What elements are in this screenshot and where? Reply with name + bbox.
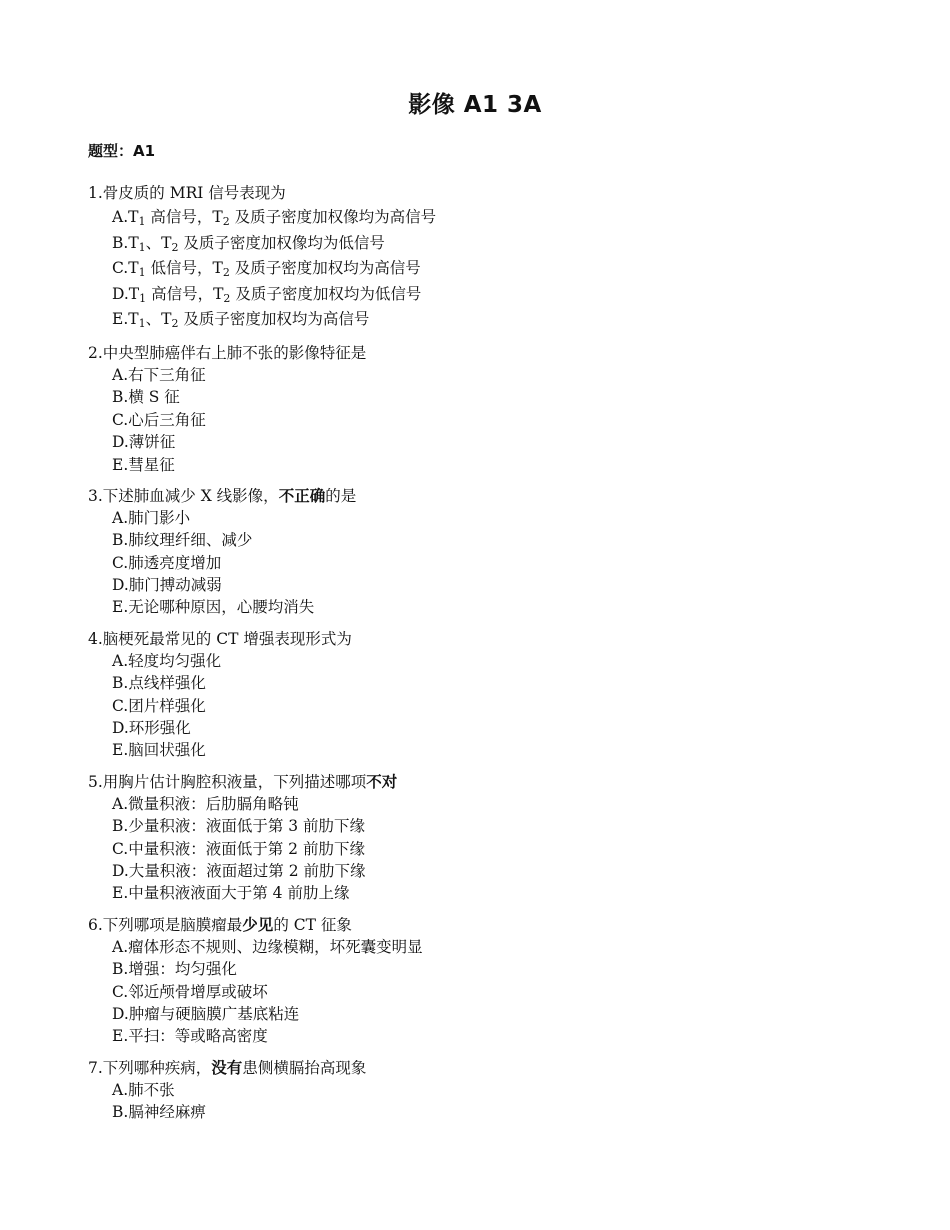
answer-option-a: A.右下三角征: [112, 365, 206, 384]
subscript: 1: [139, 291, 147, 305]
answer-option-c: C.心后三角征: [112, 410, 206, 429]
answer-option-c: $C.T_1$ 低信号，$T_2$ 及质子密度加权均为高信号: [112, 259, 421, 280]
question-7: [88, 1057, 888, 1124]
emphasis-text: 不正确: [278, 486, 326, 505]
answer-option-c: C.肺透亮度增加: [112, 553, 222, 572]
answer-option-b: B.增强：均匀强化: [112, 960, 237, 979]
answer-option-a: A.瘤体形态不规则、边缘模糊，坏死囊变明显: [112, 937, 423, 956]
emphasis-text: 不对: [366, 772, 398, 791]
question-1: [88, 182, 888, 333]
question-stem: 6.下列哪项是脑膜瘤最少见的 CT 征象: [88, 915, 352, 934]
subscript: 1: [138, 317, 146, 331]
question-stem: 3.下述肺血减少 X 线影像，不正确的是: [88, 486, 357, 505]
question-4: [88, 628, 888, 762]
answer-option-d: D.肿瘤与硬脑膜广基底粘连: [112, 1004, 300, 1023]
answer-option-c: C.团片样强化: [112, 696, 206, 715]
answer-option-b: B.肺纹理纤细、减少: [112, 531, 253, 550]
page-title: 影像 A1 3A: [408, 92, 542, 118]
question-stem: 5.用胸片估计胸腔积液量，下列描述哪项不对: [88, 772, 398, 791]
subscript: 2: [171, 240, 179, 254]
answer-option-a: A.肺门影小: [112, 508, 191, 527]
answer-option-b: B.横 S 征: [112, 388, 180, 407]
answer-option-c: C.邻近颅骨增厚或破坏: [112, 982, 268, 1001]
question-stem: 2.中央型肺癌伴右上肺不张的影像特征是: [88, 343, 367, 362]
answer-option-e: $E.T_1$、$T_2$ 及质子密度加权均为高信号: [112, 310, 370, 331]
emphasis-text: 少见: [242, 915, 274, 934]
question-stem: 7.下列哪种疾病，没有患侧横膈抬高现象: [88, 1058, 367, 1077]
question-6: [88, 914, 888, 1048]
subscript: 1: [138, 266, 146, 280]
question-type-label: 题型：A1: [88, 142, 156, 160]
answer-option-b: $B.T_1$、$T_2$ 及质子密度加权像均为低信号: [112, 233, 385, 254]
question-2: [88, 342, 888, 476]
answer-option-e: E.彗星征: [112, 455, 175, 474]
emphasis-text: 没有: [211, 1058, 243, 1077]
question-5: [88, 771, 888, 905]
answer-option-e: E.脑回状强化: [112, 741, 206, 760]
answer-option-e: E.平扫：等或略高密度: [112, 1027, 268, 1046]
answer-option-c: C.中量积液：液面低于第 2 前肋下缘: [112, 839, 365, 858]
subscript: 2: [222, 266, 230, 280]
subscript: 1: [138, 240, 146, 254]
question-3: [88, 485, 888, 619]
question-list: [88, 182, 888, 1133]
answer-option-a: A.肺不张: [112, 1080, 175, 1099]
answer-option-b: B.膈神经麻痹: [112, 1103, 206, 1122]
answer-option-d: D.薄饼征: [112, 433, 176, 452]
subscript: 2: [222, 215, 230, 228]
subscript: 2: [223, 291, 231, 305]
answer-option-d: D.大量积液：液面超过第 2 前肋下缘: [112, 862, 366, 880]
answer-option-a: A.微量积液：后肋膈角略钝: [112, 794, 299, 813]
answer-option-e: E.中量积液液面大于第 4 前肋上缘: [112, 884, 350, 903]
answer-option-d: D.肺门搏动减弱: [112, 576, 222, 595]
question-stem: 1.骨皮质的 MRI 信号表现为: [88, 184, 286, 202]
answer-option-b: B.少量积液：液面低于第 3 前肋下缘: [112, 817, 366, 836]
question-stem: 4.脑梗死最常见的 CT 增强表现形式为: [88, 629, 352, 648]
answer-option-d: $D.T_1$ 高信号，$T_2$ 及质子密度加权均为低信号: [112, 284, 422, 305]
answer-option-d: D.环形强化: [112, 719, 191, 738]
subscript: 1: [138, 215, 146, 228]
subscript: 2: [171, 317, 179, 331]
answer-option-b: B.点线样强化: [112, 674, 206, 693]
answer-option-a: $A.T_1$ 高信号，$T_2$ 及质子密度加权像均为高信号: [112, 208, 437, 228]
answer-option-a: A.轻度均匀强化: [112, 651, 222, 670]
answer-option-e: E.无论哪种原因，心腰均消失: [112, 598, 315, 617]
